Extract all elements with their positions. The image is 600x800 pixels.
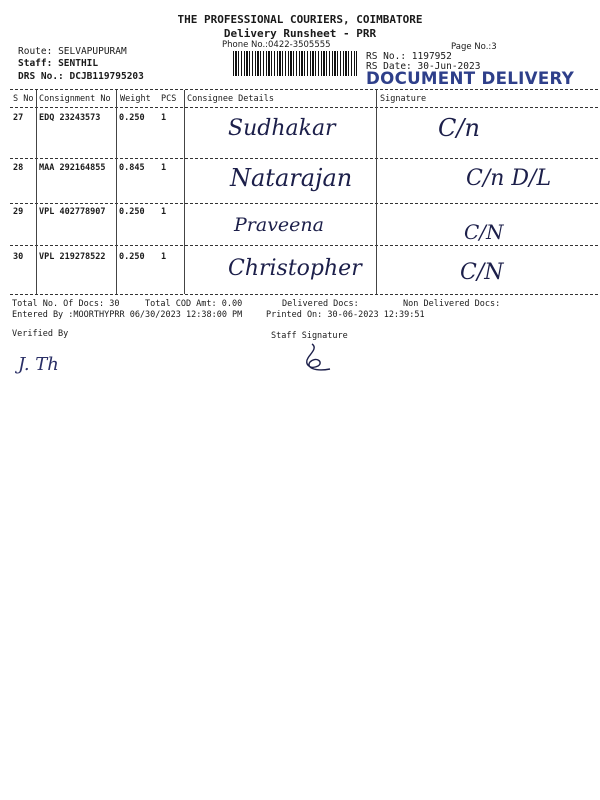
- row-consignment: VPL 402778907: [39, 207, 106, 217]
- row-consignee-handwritten: Natarajan: [230, 164, 353, 192]
- row-weight: 0.250: [119, 252, 145, 262]
- entered-by: Entered By :MOORTHYPRR 06/30/2023 12:38:00 PM: [12, 310, 243, 320]
- row-consignment: MAA 292164855: [39, 163, 106, 173]
- row-signature-handwritten: C/n: [438, 114, 480, 142]
- rs-no-value: 1197952: [411, 51, 452, 62]
- col-header-consignee: Consignee Details: [187, 94, 274, 104]
- page-number: Page No.:3: [451, 42, 497, 52]
- table-top-rule: [10, 89, 598, 90]
- row-consignment: VPL 219278522: [39, 252, 106, 262]
- row-consignment: EDQ 23243573: [39, 113, 101, 123]
- header-bottom-rule: [10, 107, 598, 108]
- col-header-sno: S No: [13, 94, 34, 104]
- row-signature-handwritten: C/N: [460, 260, 504, 285]
- col-header-pcs: PCS: [161, 94, 177, 104]
- staff-signature-label: Staff Signature: [271, 331, 348, 341]
- row-weight: 0.250: [119, 113, 145, 123]
- total-cod: Total COD Amt: 0.00: [145, 299, 243, 309]
- column-divider: [36, 90, 37, 294]
- col-header-signature: Signature: [380, 94, 427, 104]
- row-pcs: 1: [161, 207, 167, 217]
- row-sno: 28: [13, 163, 24, 173]
- document-delivery-stamp: DOCUMENT DELIVERY: [366, 69, 575, 89]
- row-rule: [10, 203, 598, 204]
- staff-label: Staff:: [18, 58, 53, 69]
- staff-value: SENTHIL: [58, 58, 99, 69]
- rs-date-value: 30-Jun-2023: [417, 61, 481, 72]
- rs-no-label: RS No.:: [366, 51, 407, 62]
- column-divider: [116, 90, 117, 294]
- barcode: [233, 51, 357, 76]
- col-header-consignment: Consignment No: [39, 94, 111, 104]
- row-consignee-handwritten: Praveena: [234, 214, 324, 236]
- column-divider: [376, 90, 377, 294]
- company-title: THE PROFESSIONAL COURIERS, COIMBATORE: [177, 13, 423, 26]
- rs-date-label: RS Date:: [366, 61, 412, 72]
- row-rule: [10, 245, 598, 246]
- row-weight: 0.845: [119, 163, 145, 173]
- staff-signature-scribble: [296, 342, 336, 376]
- non-delivered-docs: Non Delivered Docs:: [403, 299, 501, 309]
- printed-on: Printed On: 30-06-2023 12:39:51: [266, 310, 425, 320]
- row-rule: [10, 158, 598, 159]
- drs-label: DRS No.:: [18, 71, 64, 82]
- row-sno: 27: [13, 113, 24, 123]
- runsheet-title: Delivery Runsheet - PRR: [223, 27, 377, 40]
- row-signature-handwritten: C/n D/L: [466, 166, 552, 191]
- col-header-weight: Weight: [120, 94, 151, 104]
- row-sno: 30: [13, 252, 24, 262]
- row-weight: 0.250: [119, 207, 145, 217]
- row-pcs: 1: [161, 113, 167, 123]
- verified-initials-handwritten: J. Th: [18, 354, 59, 375]
- phone-number: Phone No.:0422-3505555: [222, 40, 331, 50]
- verified-by-label: Verified By: [12, 329, 69, 339]
- total-docs: Total No. Of Docs: 30: [12, 299, 120, 309]
- column-divider: [184, 90, 185, 294]
- drs-value: DCJB119795203: [69, 71, 144, 82]
- route-value: SELVAPUPURAM: [58, 46, 127, 57]
- row-signature-handwritten: C/N: [464, 220, 504, 244]
- delivered-docs: Delivered Docs:: [282, 299, 359, 309]
- row-consignee-handwritten: Christopher: [228, 256, 362, 281]
- row-pcs: 1: [161, 163, 167, 173]
- row-sno: 29: [13, 207, 24, 217]
- route-label: Route:: [18, 46, 53, 57]
- row-consignee-handwritten: Sudhakar: [228, 116, 336, 141]
- route-line: [18, 46, 127, 57]
- drs-line: [18, 71, 144, 82]
- staff-line: [18, 58, 98, 69]
- row-pcs: 1: [161, 252, 167, 262]
- table-bottom-rule: [10, 294, 598, 295]
